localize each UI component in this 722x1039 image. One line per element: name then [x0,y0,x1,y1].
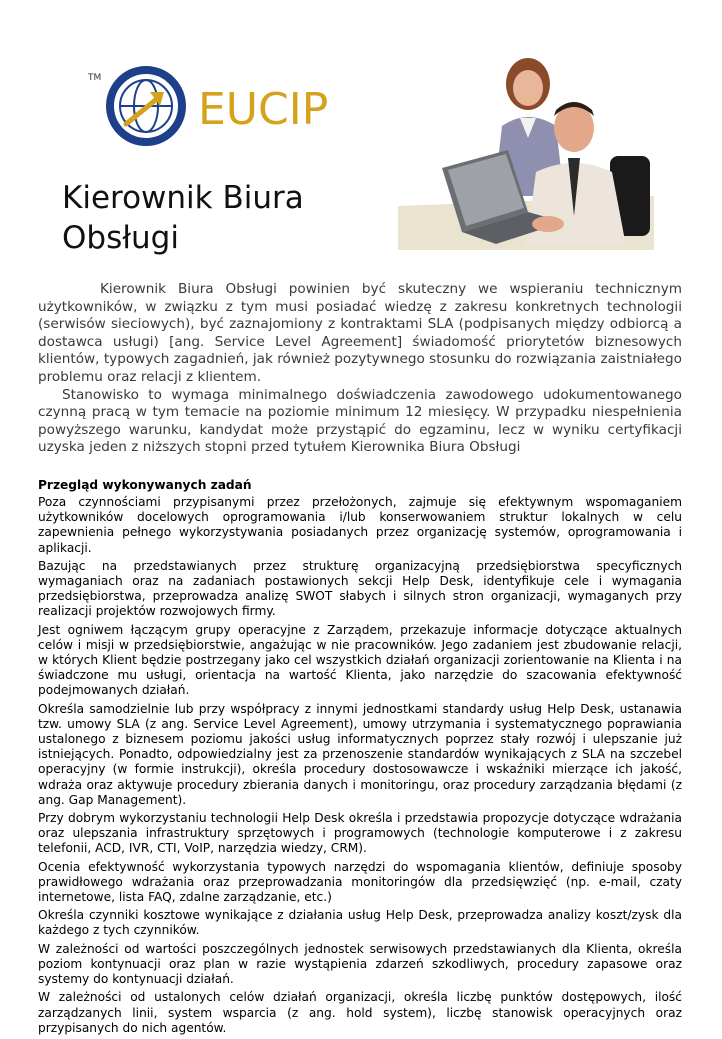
body-paragraph: Przy dobrym wykorzystaniu technologii Help Desk określa i przedstawia propozycje dotyczące wdrażania oraz ulepszania infrastruktury sprzętowych i programowych (technologie komputerowe i z zakresu telefonii, ACD, IVR, CTI, VoIP, narzędzia wiedzy, CRM). [38,811,682,856]
intro-paragraph: Kierownik Biura Obsługi powinien być skuteczny we wspieraniu technicznym użytkowników, w związku z tym musi posiadać wiedzę z zakresu konkretnych technologii (serwisów sieciowych), być zaznajomiony z kontraktami SLA (podpisanych między odbiorcą a dostawca usługi) [ang. Service Level Agreement] świadomość priorytetów biznesowych klientów, typowych zagadnień, jak również pozytywnego stosunku do rozwiązania zaistniałego problemu oraz relacji z klientem. [38,281,682,385]
intro-paragraph: Stanowisko to wymaga minimalnego doświadczenia zawodowego udokumentowanego czynną pracą w tym temacie na poziomie minimum 12 miesięcy. W przypadku niespełnienia powyższego warunku, kandydat może przystąpić do egzaminu, lecz w wyniku certyfikacji uzyska jeden z niższych stopni przed tytułem Kierownika Biura Obsługi [38,386,682,456]
body-paragraph: Poza czynnościami przypisanymi przez przełożonych, zajmuje się efektywnym wspomaganiem użytkowników docelowych oprogramowania i/lub konserwowaniem struktur lokalnych w celu zapewnienia pełnego wykorzystywania posiadanych przez organizację systemów, oprogramowania i aplikacji. [38,495,682,555]
body-paragraph: W zależności od ustalonych celów działań organizacji, określa liczbę punktów dostępowych, ilość zarządzanych linii, system wsparcia (z ang. hold system), liczbę stanowisk operacyjnych oraz przypisanych do nich agentów. [38,990,682,1035]
body-paragraph: W zależności od wartości poszczególnych jednostek serwisowych przedstawianych dla Klienta, określa poziom kontynuacji oraz plan w razie wystąpienia zdarzeń szkodliwych, procedury zapasowe oraz systemy do kontynuacji działań. [38,941,682,987]
body-paragraph: Ocenia efektywność wykorzystania typowych narzędzi do wspomagania klientów, definiuje sposoby prawidłowego wdrażania oraz przeprowadzania monitoringów dla przedsięwzięć (np. e-mail, czaty internetowe, lista FAQ, zdalne zarządzanie, etc.) [38,859,682,905]
trademark-mark: TM [88,73,102,83]
body-paragraph: Określa samodzielnie lub przy współpracy z innymi jednostkami standardy usług Help Desk, ustanawia tzw. umowy SLA (z ang. Service Level Agreement), umowy utrzymania i systematycznego poprawiania ustalonego z biznesem poziomu jakości usług informatycznych poprzez stały rozwój i ulepszanie już istniejących. Ponadto, odpowiedzialny jest za przenoszenie standardów wynikających z SLA na szczebel operacyjny (w formie instrukcji), określa procedury dostosowawcze i wskaźniki mierzące ich jakość, wdraża oraz aktywuje procedury zbierania danych i monitoringu, oraz procedury zarządzania błędami (z ang. Gap Management). [38,701,682,807]
logo-brand-text: EUCIP [198,84,329,135]
tasks-section [38,477,682,1039]
page-title-line-1: Kierownik Biura [62,180,304,216]
section-heading: Przegląd wykonywanych zadań [38,478,252,492]
page-title [62,178,304,258]
body-paragraph: Bazując na przedstawianych przez strukturę organizacyjną przedsiębiorstwa specyficznych wymaganiach oraz na zadaniach postawionych sekcji Help Desk, identyfikuje cele i wymagania przedsiębiorstwa, przeprowadza analizę SWOT słabych i silnych stron organizacji, wymaganych przy realizacji projektów rozwojowych firmy. [38,558,682,619]
body-paragraph: Określa czynniki kosztowe wynikające z działania usług Help Desk, przeprowadza analizy koszt/zysk dla każdego z tych czynników. [38,908,682,938]
page-title-line-2: Obsługi [62,220,179,256]
body-paragraph: Jest ogniwem łączącym grupy operacyjne z Zarządem, przekazuje informacje dotyczące aktualnych celów i misji w przedsiębiorstwie, angażując w nie pracowników. Jego zadaniem jest zbudowanie relacji, w których Klient będzie postrzegany jako cel wszystkich działań organizacji zorientowanie na Klienta i na świadczone mu usługi, orientacja na wartość Klienta, jako narzędzie do szacowania efektywność podejmowanych działań. [38,622,682,698]
eucip-logo [88,62,358,152]
intro-section [38,281,682,457]
logo-globe-icon [110,70,182,142]
business-people-photo [398,46,654,250]
